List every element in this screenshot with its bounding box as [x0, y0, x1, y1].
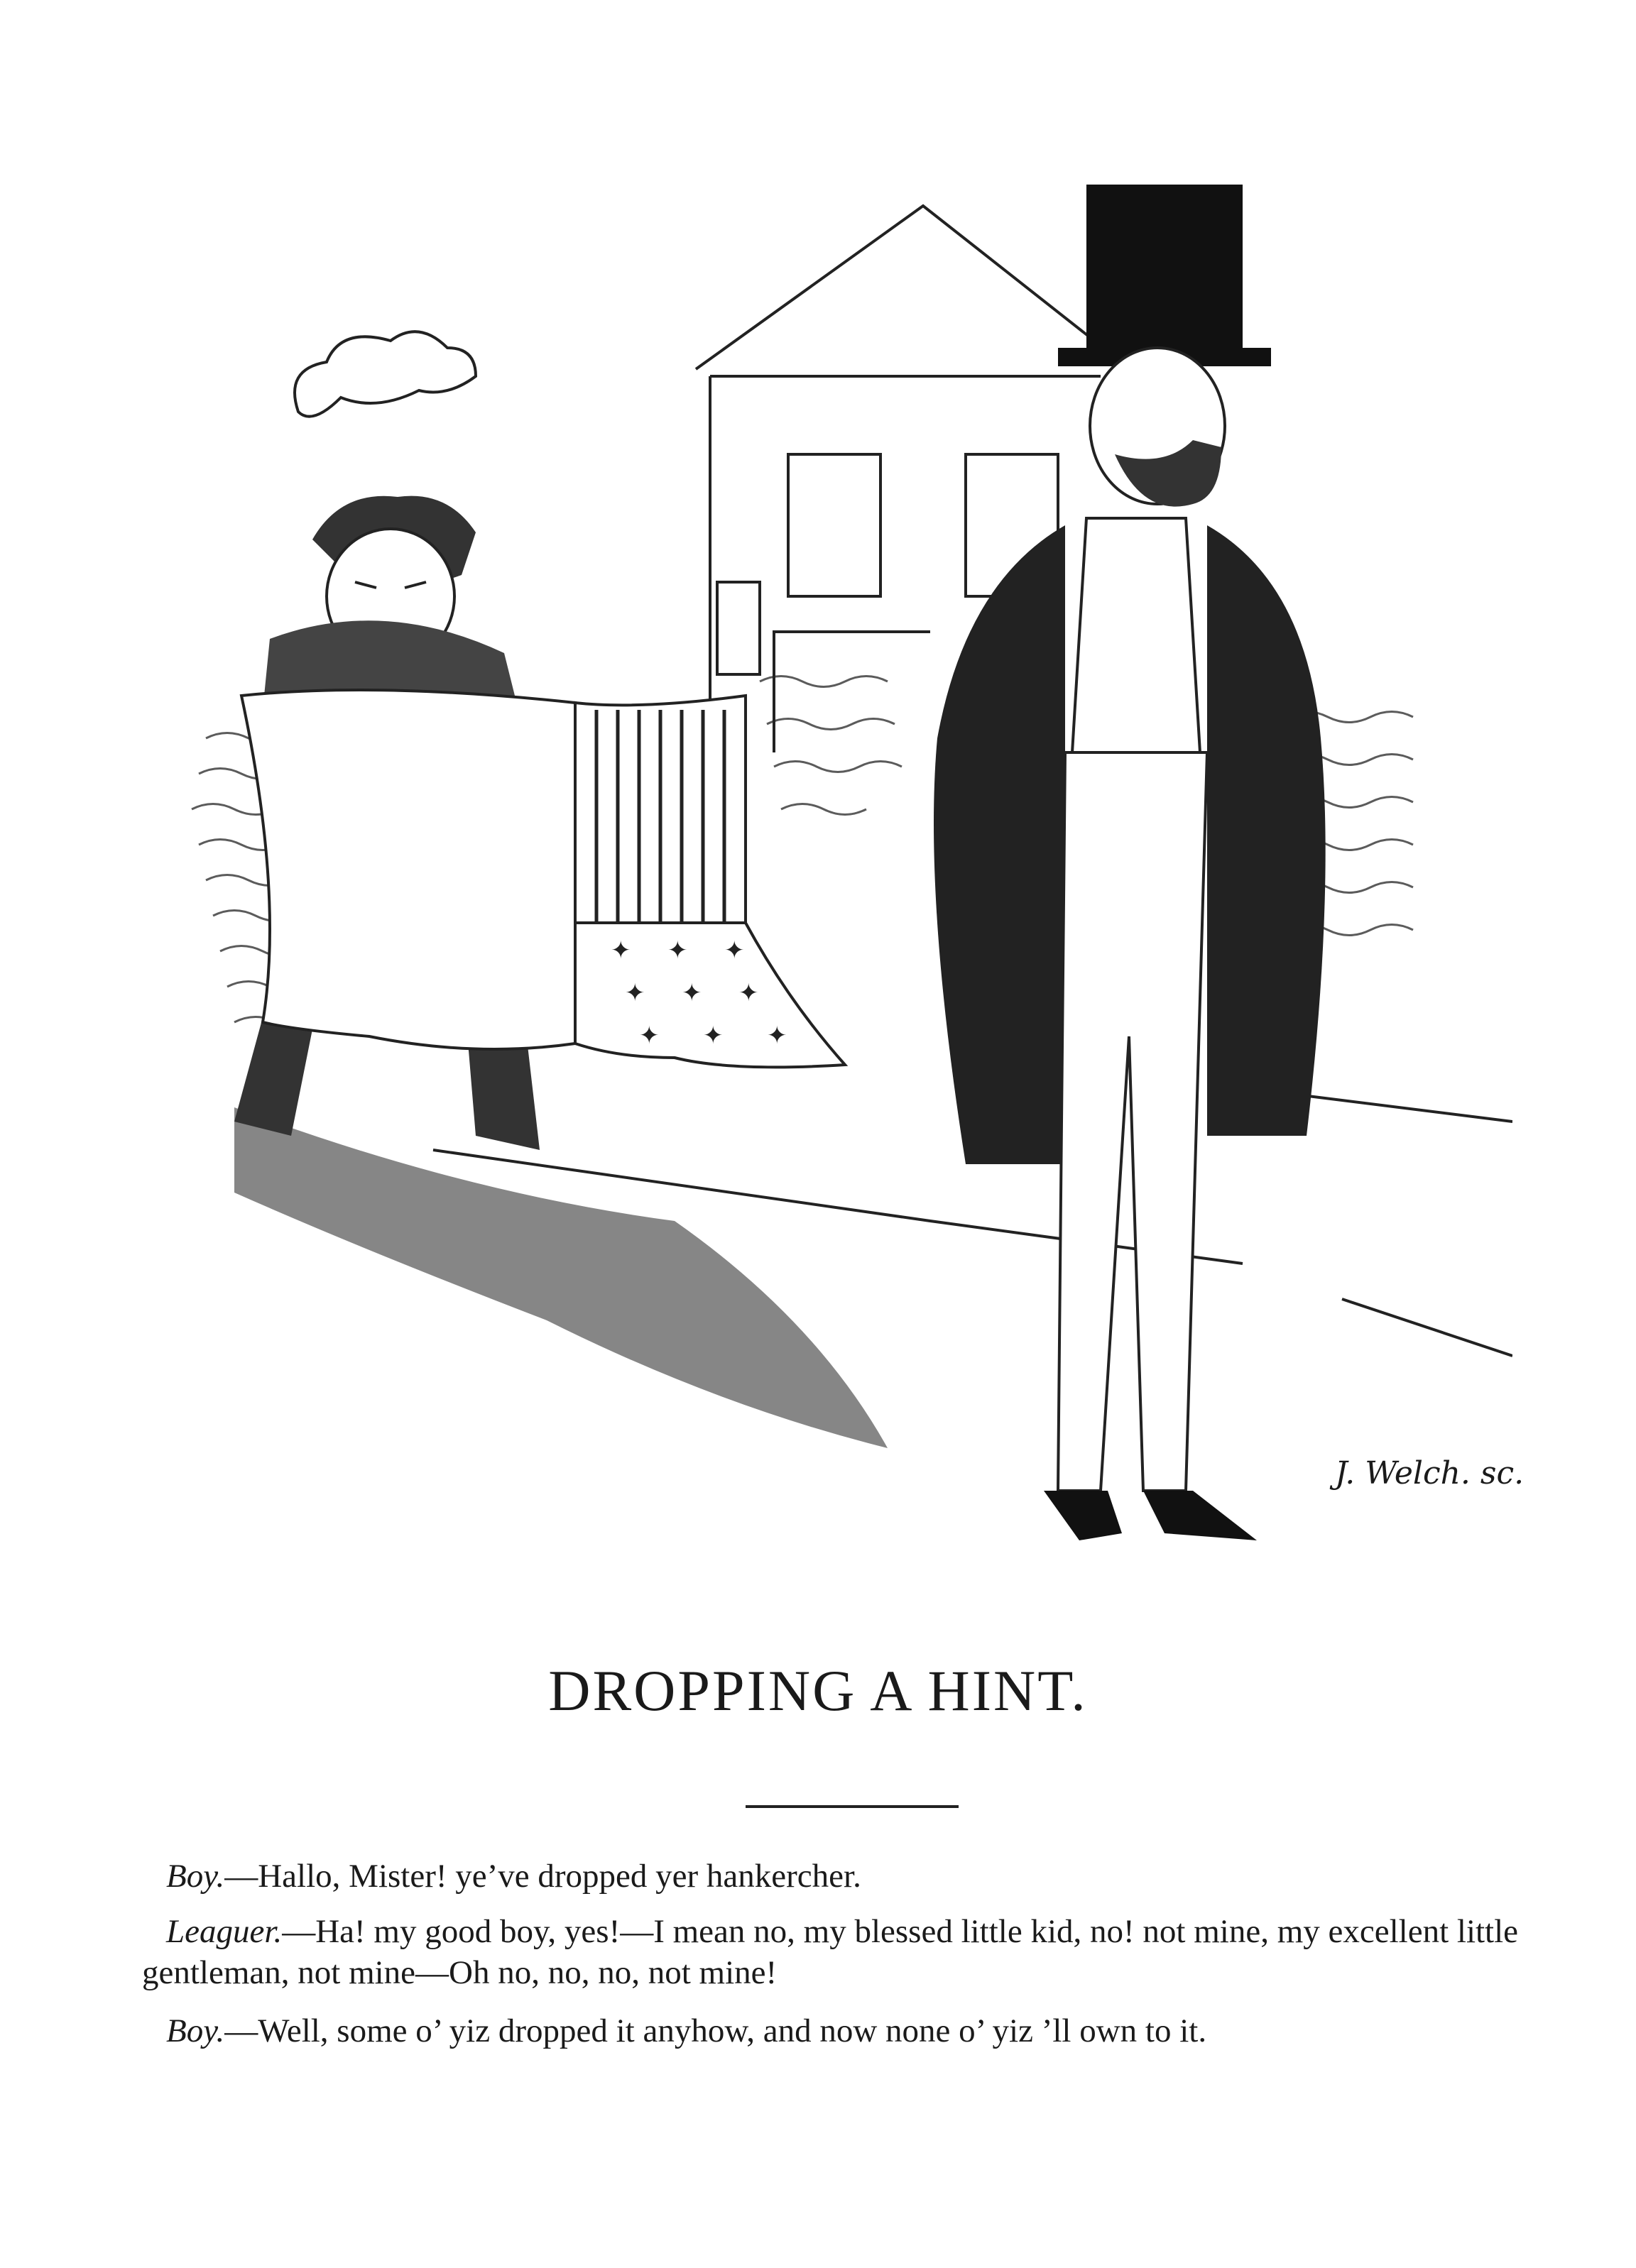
svg-text:✦: ✦	[738, 980, 759, 1007]
dialogue-line	[166, 2010, 1579, 2051]
dialogue-text: —Well, some o’ yiz dropped it anyhow, and now none o’ yiz ’ll own to it.	[224, 2012, 1207, 2049]
svg-text:✦: ✦	[767, 1023, 787, 1049]
svg-text:✦: ✦	[611, 938, 631, 964]
flag-handkerchief	[241, 690, 845, 1067]
engraver-signature: J. Welch. sc.	[1335, 1455, 1525, 1491]
svg-text:✦: ✦	[667, 938, 688, 964]
dialogue-text: —Hallo, Mister! ye’ve dropped yer hankercher.	[224, 1858, 861, 1895]
svg-text:✦: ✦	[703, 1023, 724, 1049]
cloud	[295, 332, 476, 417]
ground-shadow	[234, 1107, 888, 1448]
speaker-label: Boy.	[166, 1858, 225, 1895]
gentleman-figure	[934, 185, 1326, 1540]
speaker-label: Leaguer.	[166, 1913, 283, 1950]
speaker-label: Boy.	[166, 2012, 225, 2049]
title-divider	[746, 1805, 959, 1808]
dialogue-line	[166, 1856, 1579, 1897]
svg-text:✦: ✦	[625, 980, 645, 1007]
engraving-illustration	[178, 185, 1512, 1590]
cartoon-title: DROPPING A HINT.	[548, 1658, 1088, 1723]
dialogue-line	[142, 1911, 1555, 1993]
svg-text:✦: ✦	[724, 938, 745, 964]
svg-text:✦: ✦	[682, 980, 702, 1007]
svg-text:✦: ✦	[639, 1023, 660, 1049]
dialogue-text: —Ha! my good boy, yes!—I mean no, my blessed little kid, no! not mine, my excellent little gentleman, not mine—Oh no, no, no, not mine!	[142, 1913, 1519, 1991]
